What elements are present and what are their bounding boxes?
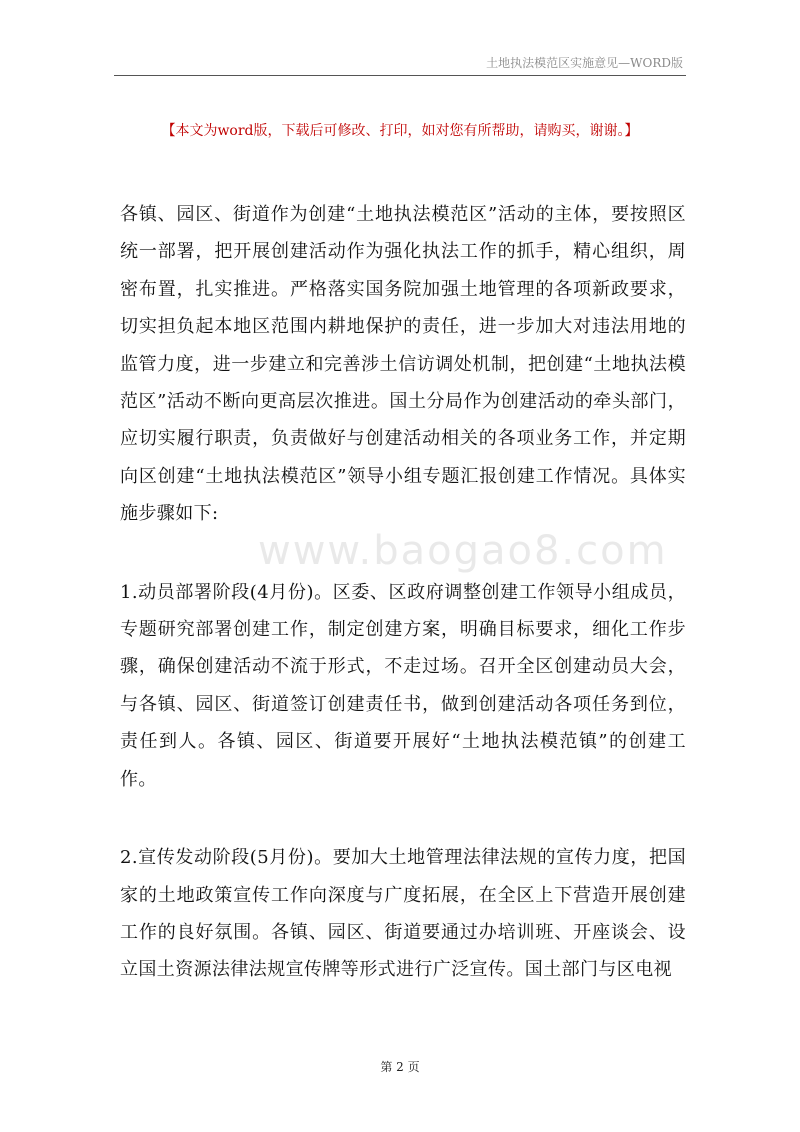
paragraph-step-1: 1.动员部署阶段(4月份)。区委、区政府调整创建工作领导小组成员，专题研究部署创建工作，制定创建方案，明确目标要求，细化工作步骤，确保创建活动不流于形式，不走过场。召开全区创建动员大会，与各镇、园区、街道签订创建责任书，做到创建活动各项任务到位，责任到人。各镇、园区、街道要开展好“土地执法模范镇”的创建工作。 — [120, 581, 686, 790]
watermark: www.baogao8.com — [258, 528, 668, 574]
paragraph-intro: 各镇、园区、街道作为创建“土地执法模范区”活动的主体，要按照区统一部署，把开展创建活动作为强化执法工作的抓手，精心组织，周密布置，扎实推进。严格落实国务院加强土地管理的各项新政要求，切实担负起本地区范围内耕地保护的责任，进一步加大对违法用地的监管力度，进一步建立和完善涉土信访调处机制，把创建“土地执法模范区”活动不断向更高层次推进。国土分局作为创建活动的牵头部门，应切实履行职责，负责做好与创建活动相关的各项业务工作，并定期向区创建“土地执法模范区”领导小组专题汇报创建工作情况。具体实施步骤如下: — [120, 204, 686, 525]
header-divider — [114, 75, 686, 76]
document-header-title: 土地执法模范区实施意见—WORD版 — [486, 56, 683, 70]
paragraph-step-2: 2.宣传发动阶段(5月份)。要加大土地管理法律法规的宣传力度，把国家的土地政策宣传工作向深度与广度拓展，在全区上下营造开展创建工作的良好氛围。各镇、园区、街道要通过办培训班、开座谈会、设立国土资源法律法规宣传牌等形式进行广泛宣传。国土部门与区电视 — [120, 847, 686, 981]
page-number: 第 2 页 — [380, 1060, 420, 1074]
document-body — [120, 196, 686, 989]
purchase-notice: 【本文为word版，下载后可修改、打印，如对您有所帮助，请购买，谢谢。】 — [161, 123, 639, 139]
